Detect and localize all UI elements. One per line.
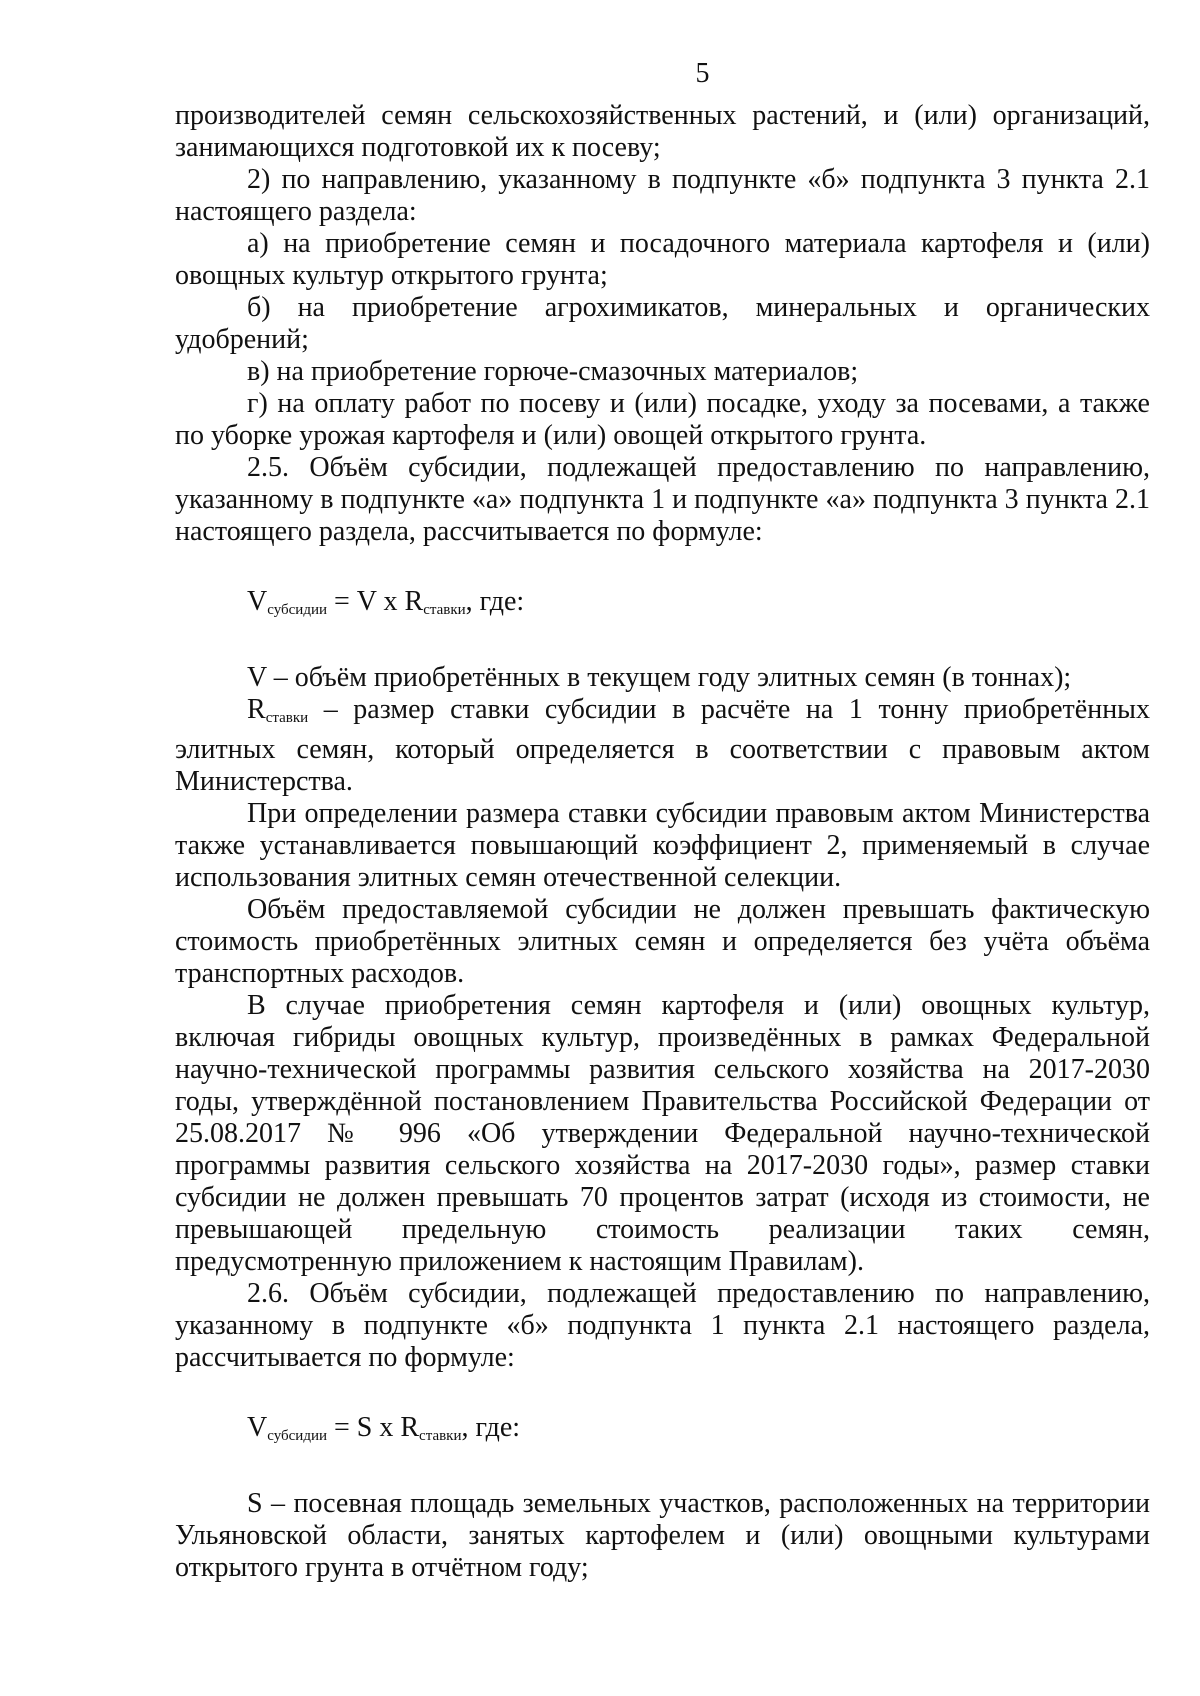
formula-2-mid: = S x R [327, 1412, 420, 1443]
formula-1-lhs: V [247, 586, 268, 617]
formula-2-rhs-sub: ставки [419, 1428, 462, 1444]
paragraph-9-text: – размер ставки субсидии в расчёте на 1 тонну приобретённых элитных семян, который определяется в соответствии с правовым актом Министерства. [175, 694, 1150, 797]
formula-2 [175, 1412, 1150, 1452]
paragraph-3: а) на приобретение семян и посадочного материала картофеля и (или) овощных культур открытого грунта; [175, 228, 1150, 291]
paragraph-12: В случае приобретения семян картофеля и (или) овощных культур, включая гибриды овощных культур, произведённых в рамках Федеральной научно-технической программы развития сельского хозяйства на 2017-2030 годы, утверждённой постановлением Правительства Российской Федерации от 25.08.2017 № 996 «Об утверждении Федеральной научно-технической программы развития сельского хозяйства на 2017-2030 годы», размер ставки субсидии не должен превышать 70 процентов затрат (исходя из стоимости, не превышающей предельную стоимость реализации таких семян, предусмотренную приложением к настоящим Правилам). [175, 990, 1150, 1277]
paragraph-9 [175, 694, 1150, 798]
paragraph-9-symbol: R [247, 694, 266, 725]
paragraph-1: производителей семян сельскохозяйственных растений, и (или) организаций, занимающихся подготовкой их к посеву; [175, 100, 1150, 163]
paragraph-5: в) на приобретение горюче-смазочных материалов; [247, 356, 859, 387]
formula-1-lhs-sub: субсидии [267, 602, 327, 618]
paragraph-14: S – посевная площадь земельных участков, расположенных на территории Ульяновской области, занятых картофелем и (или) овощными культурами открытого грунта в отчётном году; [175, 1488, 1150, 1583]
paragraph-9-subscript: ставки [265, 710, 309, 726]
formula-1-mid: = V x R [327, 586, 424, 617]
page-number: 5 [695, 58, 710, 89]
formula-2-tail: , где: [461, 1412, 521, 1443]
formula-2-lhs: V [247, 1412, 268, 1443]
formula-1-rhs-sub: ставки [423, 602, 466, 618]
paragraph-13: 2.6. Объём субсидии, подлежащей предоставлению по направлению, указанному в подпункте «б» подпункта 1 пункта 2.1 настоящего раздела, рассчитывается по формуле: [175, 1278, 1150, 1373]
paragraph-11: Объём предоставляемой субсидии не должен превышать фактическую стоимость приобретённых элитных семян и определяется без учёта объёма транспортных расходов. [175, 894, 1150, 989]
paragraph-2: 2) по направлению, указанному в подпункте «б» подпункта 3 пункта 2.1 настоящего раздела: [175, 164, 1150, 227]
paragraph-8: V – объём приобретённых в текущем году элитных семян (в тоннах); [247, 662, 1072, 693]
formula-2-lhs-sub: субсидии [267, 1428, 327, 1444]
formula-1 [175, 586, 1150, 626]
paragraph-4: б) на приобретение агрохимикатов, минеральных и органических удобрений; [175, 292, 1150, 355]
paragraph-10: При определении размера ставки субсидии правовым актом Министерства также устанавливается повышающий коэффициент 2, применяемый в случае использования элитных семян отечественной селекции. [175, 798, 1150, 893]
paragraph-6: г) на оплату работ по посеву и (или) посадке, уходу за посевами, а также по уборке урожая картофеля и (или) овощей открытого грунта. [175, 388, 1150, 451]
paragraph-7: 2.5. Объём субсидии, подлежащей предоставлению по направлению, указанному в подпункте «а» подпункта 1 и подпункте «а» подпункта 3 пункта 2.1 настоящего раздела, рассчитывается по формуле: [175, 452, 1150, 547]
formula-1-tail: , где: [465, 586, 525, 617]
